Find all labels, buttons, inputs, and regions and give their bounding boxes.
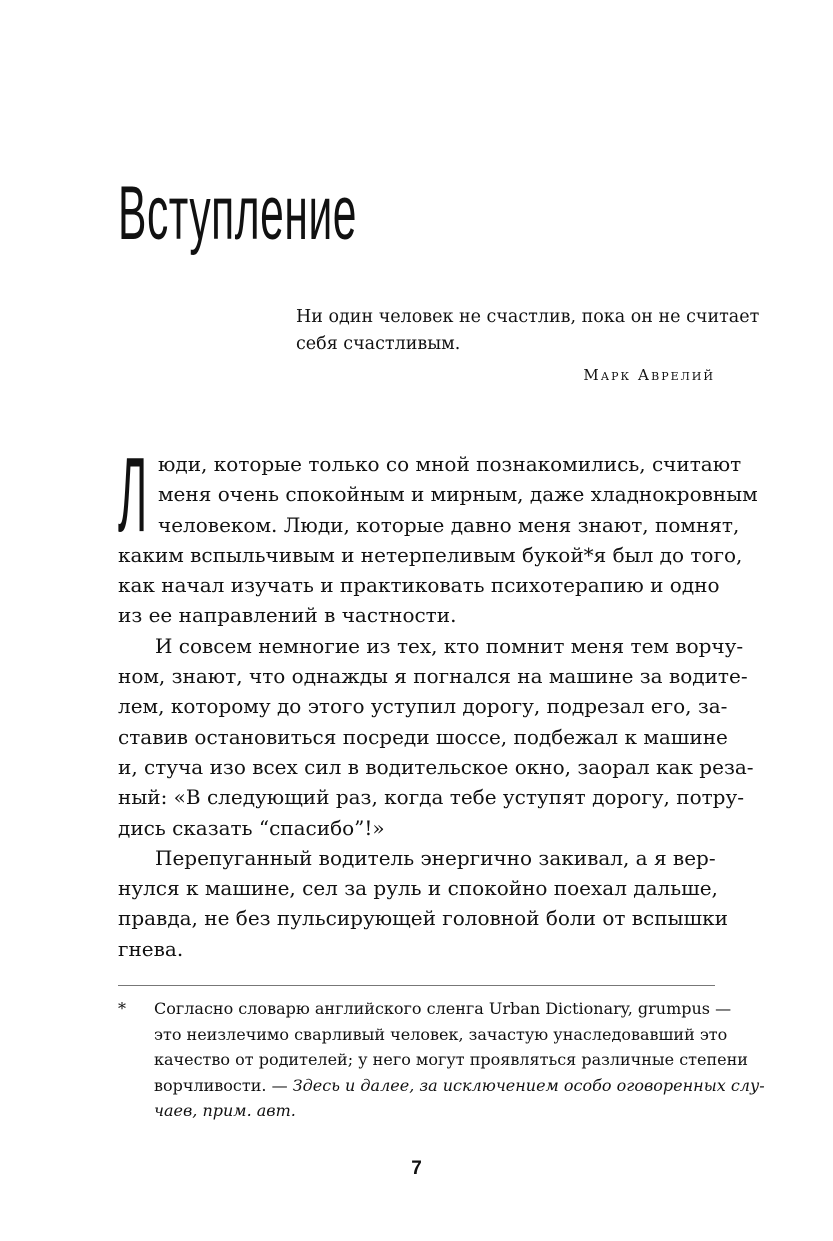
body-line: правда, не без пульсирующей головной боли от вспышки	[118, 906, 728, 931]
footnote-text	[154, 996, 765, 1124]
epigraph-line: Ни один человек не счастлив, пока он не считает	[296, 307, 760, 327]
footnote-line: чаев, прим. авт.	[154, 1101, 296, 1120]
footnote-divider	[118, 985, 715, 986]
footnote-line: Согласно словарю английского сленга Urban Dictionary, grumpus —	[154, 999, 732, 1018]
epigraph-author: Марк Аврелий	[583, 366, 715, 384]
footnote-line-italic: Здесь и далее, за исключением особо оговоренных слу-	[292, 1075, 765, 1095]
epigraph	[296, 304, 760, 358]
body-line: ставив остановиться посреди шоссе, подбежал к машине	[118, 724, 728, 749]
footnote-line	[154, 1073, 765, 1099]
body-line: юди, которые только со мной познакомились, считают	[158, 452, 742, 476]
footnote-line-regular: ворчливости. —	[154, 1075, 293, 1095]
footnote-line: это неизлечимо сварливый человек, зачастую унаследовавший это	[154, 1024, 728, 1044]
drop-cap: Л	[118, 436, 148, 554]
body-line: дись сказать “спасибо”!»	[118, 815, 385, 840]
body-line: Перепуганный водитель энергично закивал, а я вер-	[155, 845, 716, 870]
body-line: меня очень спокойным и мирным, даже хладнокровным	[158, 482, 758, 507]
chapter-title: Вступление	[118, 171, 358, 256]
body-line: лем, которому до этого уступил дорогу, подрезал его, за-	[118, 694, 728, 719]
page-number: 7	[411, 1158, 422, 1179]
epigraph-line: себя счастливым.	[296, 334, 461, 354]
body-text	[118, 436, 758, 964]
body-line: гнева.	[118, 936, 184, 961]
body-line: как начал изучать и практиковать психотерапию и одно	[118, 573, 720, 598]
footnote-marker: *	[118, 999, 126, 1018]
body-line: ном, знают, что однажды я погнался на машине за водите-	[118, 664, 748, 689]
body-line: ный: «В следующий раз, когда тебе уступят дорогу, потру-	[118, 785, 745, 810]
body-line: и, стуча изо всех сил в водительское окно, заорал как реза-	[118, 754, 754, 779]
footnote-line: качество от родителей; у него могут проявляться различные степени	[154, 1050, 748, 1069]
body-line: каким вспыльчивым и нетерпеливым букой*я был до того,	[118, 542, 743, 567]
body-line: И совсем немногие из тех, кто помнит меня тем ворчу-	[155, 633, 744, 658]
body-line: из ее направлений в частности.	[118, 603, 457, 628]
body-line: человеком. Люди, которые давно меня знают, помнят,	[158, 512, 740, 537]
body-line: нулся к машине, сел за руль и спокойно поехал дальше,	[118, 876, 718, 901]
